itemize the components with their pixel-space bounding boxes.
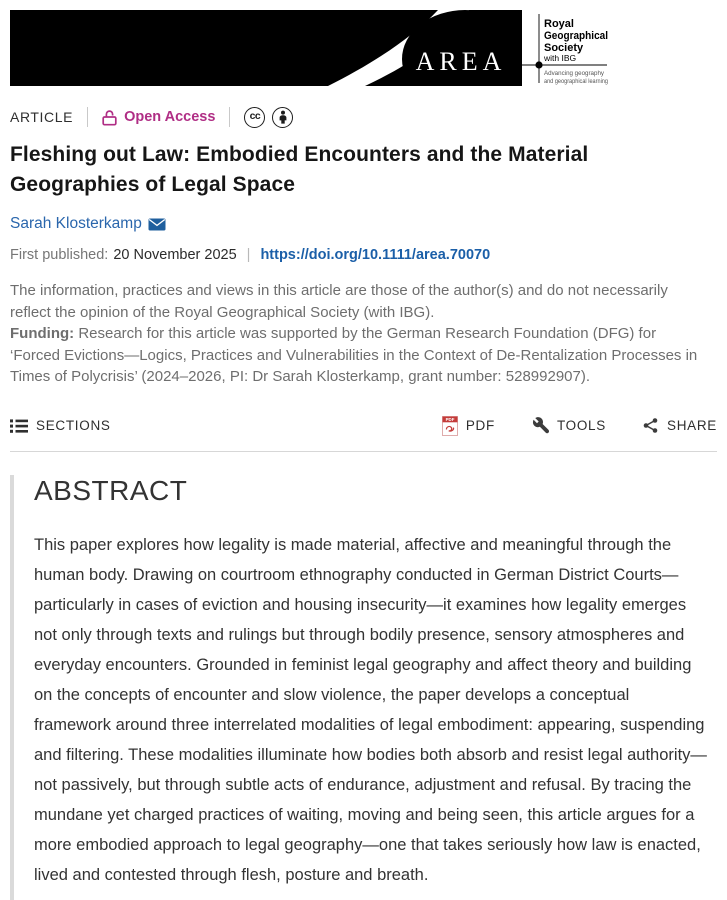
meta-divider <box>229 107 230 127</box>
share-button[interactable] <box>642 417 717 434</box>
funding-text: Research for this article was supported by the German Research Foundation (DFG) for ‘Forced Evictions—Logics, Practices and Vulnerabilities in the Context of De-Rentalization Processes in Times of Polycrisis’ (2024–2026, PI: Dr Sarah Klosterkamp, grant number: 528992907). <box>10 325 698 385</box>
society-tagline-line1: Advancing geography <box>544 70 605 77</box>
sections-button[interactable] <box>10 418 111 433</box>
journal-banner[interactable] <box>10 10 610 86</box>
society-sub: with IBG <box>544 53 577 63</box>
author-row <box>10 215 717 233</box>
envelope-icon[interactable] <box>148 218 166 231</box>
meta-divider <box>87 107 88 127</box>
abstract-section <box>10 475 717 900</box>
svg-text:PDF: PDF <box>445 416 455 422</box>
society-tagline-line2: and geographical learning <box>544 78 609 85</box>
toolbar-right-group <box>442 416 717 436</box>
society-name-line3: Society <box>544 42 584 54</box>
cc-by-person-icon[interactable] <box>272 107 293 128</box>
cc-icon-text: cc <box>249 110 261 123</box>
tools-button[interactable] <box>531 417 606 434</box>
disclaimer-text <box>10 280 710 388</box>
tools-label: TOOLS <box>556 418 606 433</box>
society-name-line1: Royal <box>544 18 574 30</box>
society-name-line2: Geographical <box>544 30 608 42</box>
abstract-heading: ABSTRACT <box>34 474 188 506</box>
published-row <box>10 247 717 263</box>
article-toolbar <box>10 416 717 436</box>
journal-logo-text: AREA <box>415 47 507 76</box>
license-icons <box>244 107 293 128</box>
society-dot <box>535 61 542 68</box>
pdf-file-icon <box>442 416 458 436</box>
section-divider <box>10 451 717 452</box>
sections-label: SECTIONS <box>36 418 111 433</box>
wrench-icon <box>531 417 549 434</box>
pdf-button[interactable] <box>442 416 495 436</box>
share-label: SHARE <box>666 418 717 433</box>
article-title: Fleshing out Law: Embodied Encounters and the Material Geographies of Legal Space <box>10 143 589 196</box>
cc-icon[interactable] <box>244 107 265 128</box>
article-page <box>0 10 727 884</box>
author-link[interactable]: Sarah Klosterkamp <box>10 215 142 232</box>
abstract-text: This paper explores how legality is made material, affective and meaningful through the human body. Drawing on courtroom ethnography conducted in German District Courts—particularly in cases of eviction and housing insecurity—it examines how legality emerges not only through texts and rulings but through bodily presence, sensory atmospheres and everyday encounters. Grounded in feminist legal geography and affect theory and building on the concepts of encounter and slow violence, the paper develops a conceptual framework around three interrelated modalities of legal embodiment: appearing, suspending and filtering. These modalities illuminate how bodies both absorb and resist legal authority—not passively, but through subtle acts of endurance, adjustment and refusal. By tracing the mundane yet charged practices of waiting, moving and being seen, this article argues for a more embodied approach to legal geography—one that takes seriously how law is enacted, lived and contested through flesh, posture and breath. <box>34 535 707 884</box>
article-type-label: ARTICLE <box>10 109 74 125</box>
share-nodes-icon <box>642 417 659 434</box>
published-divider: | <box>246 247 251 263</box>
disclaimer-sentence: The information, practices and views in this article are those of the author(s) and do not necessarily reflect the opinion of the Royal Geographical Society (with IBG). <box>10 282 668 321</box>
list-icon <box>10 419 28 433</box>
funding-label: Funding: <box>10 325 75 342</box>
pdf-label: PDF <box>465 418 495 433</box>
first-published-date: 20 November 2025 <box>113 247 237 263</box>
open-access-label: Open Access <box>124 109 216 125</box>
first-published-label: First published: <box>10 247 109 263</box>
open-access-badge <box>102 109 215 126</box>
open-lock-icon <box>102 109 117 126</box>
article-meta-row <box>10 105 717 129</box>
doi-link[interactable]: https://doi.org/10.1111/area.70070 <box>260 247 491 263</box>
